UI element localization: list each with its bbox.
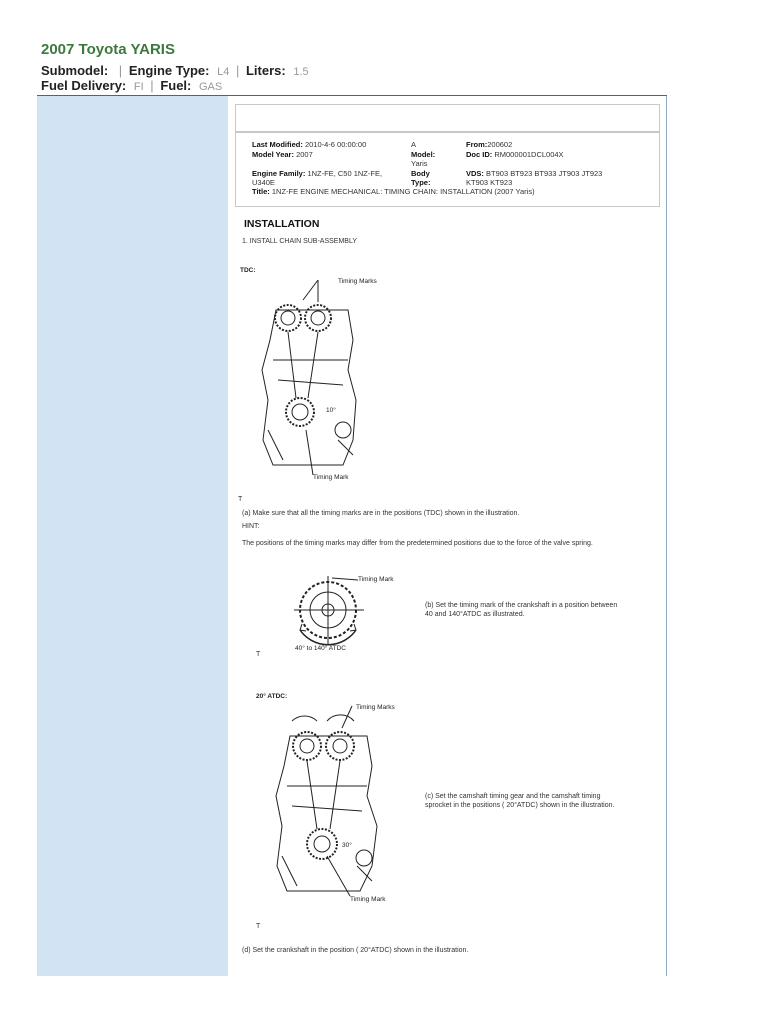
- fig3-timing-mark-label: Timing Mark: [350, 896, 386, 903]
- crankshaft-sprocket-diagram: [288, 572, 368, 647]
- liters-label: Liters:: [245, 63, 286, 78]
- body-type: Body Type:: [411, 169, 431, 187]
- document-info-box: [235, 132, 660, 207]
- separator: |: [150, 78, 154, 93]
- fuel-delivery-value: FI: [133, 81, 144, 93]
- page-title: 2007 Toyota YARIS: [41, 41, 175, 58]
- fig1-timing-marks-label: Timing Marks: [338, 278, 377, 285]
- t-mark-3: T: [256, 923, 261, 930]
- vehicle-meta-line-2: [41, 78, 222, 93]
- model-year: Model Year: 2007: [252, 150, 313, 159]
- step-b: (b) Set the timing mark of the crankshaft in a position between 40 and 140°ATDC as illustrated.: [425, 602, 618, 618]
- fig1-timing-mark-label: Timing Mark: [313, 474, 349, 481]
- fuel-value: GAS: [199, 81, 223, 93]
- document-header-box: [235, 104, 660, 132]
- section-heading: INSTALLATION: [244, 218, 320, 230]
- vehicle-meta-line-1: [41, 63, 309, 78]
- doc-id: Doc ID: RM000001DCL004X: [466, 150, 564, 159]
- step-1: 1. INSTALL CHAIN SUB-ASSEMBLY: [242, 238, 358, 245]
- liters-value: 1.5: [293, 66, 309, 78]
- step-d: (d) Set the crankshaft in the position ( 20°ATDC) shown in the illustration.: [242, 947, 469, 954]
- model-field: Model: Yaris: [411, 150, 436, 168]
- t-mark-1: T: [238, 496, 243, 503]
- fuel-label: Fuel:: [160, 78, 192, 93]
- last-modified: Last Modified: 2010-4-6 00:00:00: [252, 140, 367, 149]
- doc-title: Title: 1NZ-FE ENGINE MECHANICAL: TIMING CHAIN: INSTALLATION (2007 Yaris): [252, 187, 535, 196]
- step-c: (c) Set the camshaft timing gear and the camshaft timing sprocket in the positions ( 20°ATDC) shown in the illustration.: [425, 793, 615, 809]
- sidebar-panel: [37, 96, 228, 976]
- content-border: [666, 96, 667, 976]
- separator: |: [118, 63, 123, 78]
- fig3-angle-label: 30°: [342, 842, 352, 849]
- fig2-range-label: 40° to 140° ATDC: [295, 645, 346, 652]
- engine-type-value: L4: [217, 66, 230, 78]
- engine-type-label: Engine Type:: [128, 63, 210, 78]
- a-field: A: [411, 140, 417, 149]
- engine-tdc-diagram: [258, 280, 368, 475]
- fig1-angle-label: 10°: [326, 407, 336, 414]
- step-a: (a) Make sure that all the timing marks are in the positions (TDC) shown in the illustration.: [242, 510, 520, 517]
- t-mark-2: T: [256, 651, 261, 658]
- fig2-timing-mark-label: Timing Mark: [358, 576, 394, 583]
- fig3-timing-marks-label: Timing Marks: [356, 704, 395, 711]
- hint-text: The positions of the timing marks may differ from the predetermined positions due to the force of the valve spring.: [242, 540, 593, 547]
- separator: |: [235, 63, 240, 78]
- from-field: From:200602: [466, 140, 513, 149]
- hint-label: HINT:: [242, 523, 260, 530]
- fig1-label: TDC:: [240, 267, 256, 274]
- fig3-label: 20° ATDC:: [256, 693, 288, 700]
- engine-family: Engine Family: 1NZ-FE, C50 1NZ-FE, U340E: [252, 169, 383, 187]
- vds: VDS: BT903 BT923 BT933 JT903 JT923 KT903 KT923: [466, 169, 603, 187]
- submodel-label: Submodel:: [41, 63, 109, 78]
- fuel-delivery-label: Fuel Delivery:: [41, 78, 127, 93]
- engine-atdc-diagram: [272, 706, 387, 896]
